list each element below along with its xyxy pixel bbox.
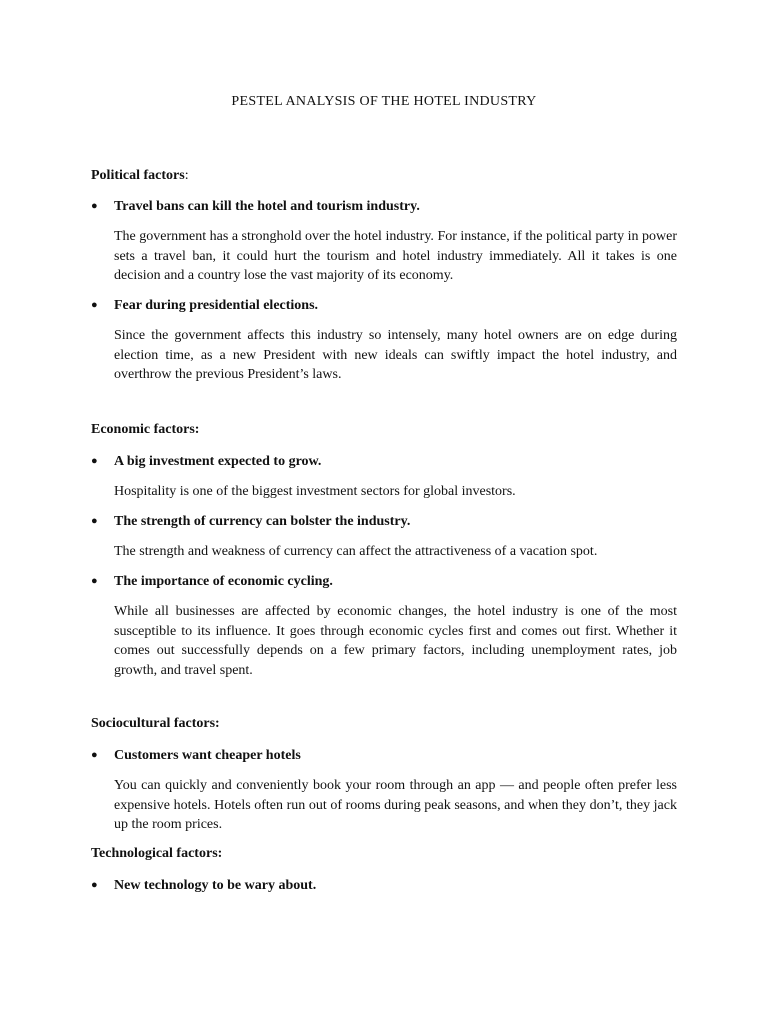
paragraph: The strength and weakness of currency can affect the attractiveness of a vacation spot.: [114, 544, 598, 559]
bullet-icon: ●: [91, 749, 98, 761]
bullet-icon: ●: [91, 299, 98, 311]
bullet-icon: ●: [91, 879, 98, 891]
document-title: PESTEL ANALYSIS OF THE HOTEL INDUSTRY: [231, 94, 537, 109]
political-heading-colon: :: [184, 168, 189, 183]
bullet-label: Fear during presidential elections.: [114, 298, 319, 313]
bullet-label: The strength of currency can bolster the industry.: [114, 514, 411, 529]
paragraph: You can quickly and conveniently book your room through an app — and people often prefer less expensive hotels. Hotels often run out of rooms during peak seasons, and when they don’t, they jack up the room prices.: [114, 778, 677, 833]
political-factors-heading: [91, 168, 189, 184]
economic-factors-heading: Economic factors:: [91, 422, 200, 437]
bullet-icon: ●: [91, 200, 98, 212]
bullet-label: Customers want cheaper hotels: [114, 748, 301, 763]
paragraph: The government has a stronghold over the hotel industry. For instance, if the political party in power sets a travel ban, it could hurt the tourism and hotel industry immediately. All it takes is one decision and a country lose the vast majority of its economy.: [114, 229, 677, 284]
political-heading-text: Political factors: [91, 168, 185, 183]
bullet-label: New technology to be wary about.: [114, 878, 317, 893]
paragraph: Since the government affects this industry so intensely, many hotel owners are on edge during election time, as a new President with new ideals can swiftly impact the hotel industry, and overthrow the previous President’s laws.: [114, 328, 677, 383]
bullet-icon: ●: [91, 455, 98, 467]
bullet-icon: ●: [91, 515, 98, 527]
paragraph: Hospitality is one of the biggest investment sectors for global investors.: [114, 484, 516, 499]
bullet-label: The importance of economic cycling.: [114, 574, 333, 589]
sociocultural-factors-heading: Sociocultural factors:: [91, 716, 220, 731]
bullet-label: Travel bans can kill the hotel and tourism industry.: [114, 199, 420, 214]
bullet-label: A big investment expected to grow.: [114, 454, 322, 469]
paragraph: While all businesses are affected by economic changes, the hotel industry is one of the most susceptible to its influence. It goes through economic cycles first and comes out first. Whether it comes out successfully depends on a few primary factors, including unemployment rates, job growth, and travel spent.: [114, 604, 677, 678]
technological-factors-heading: Technological factors:: [91, 846, 223, 861]
bullet-icon: ●: [91, 575, 98, 587]
